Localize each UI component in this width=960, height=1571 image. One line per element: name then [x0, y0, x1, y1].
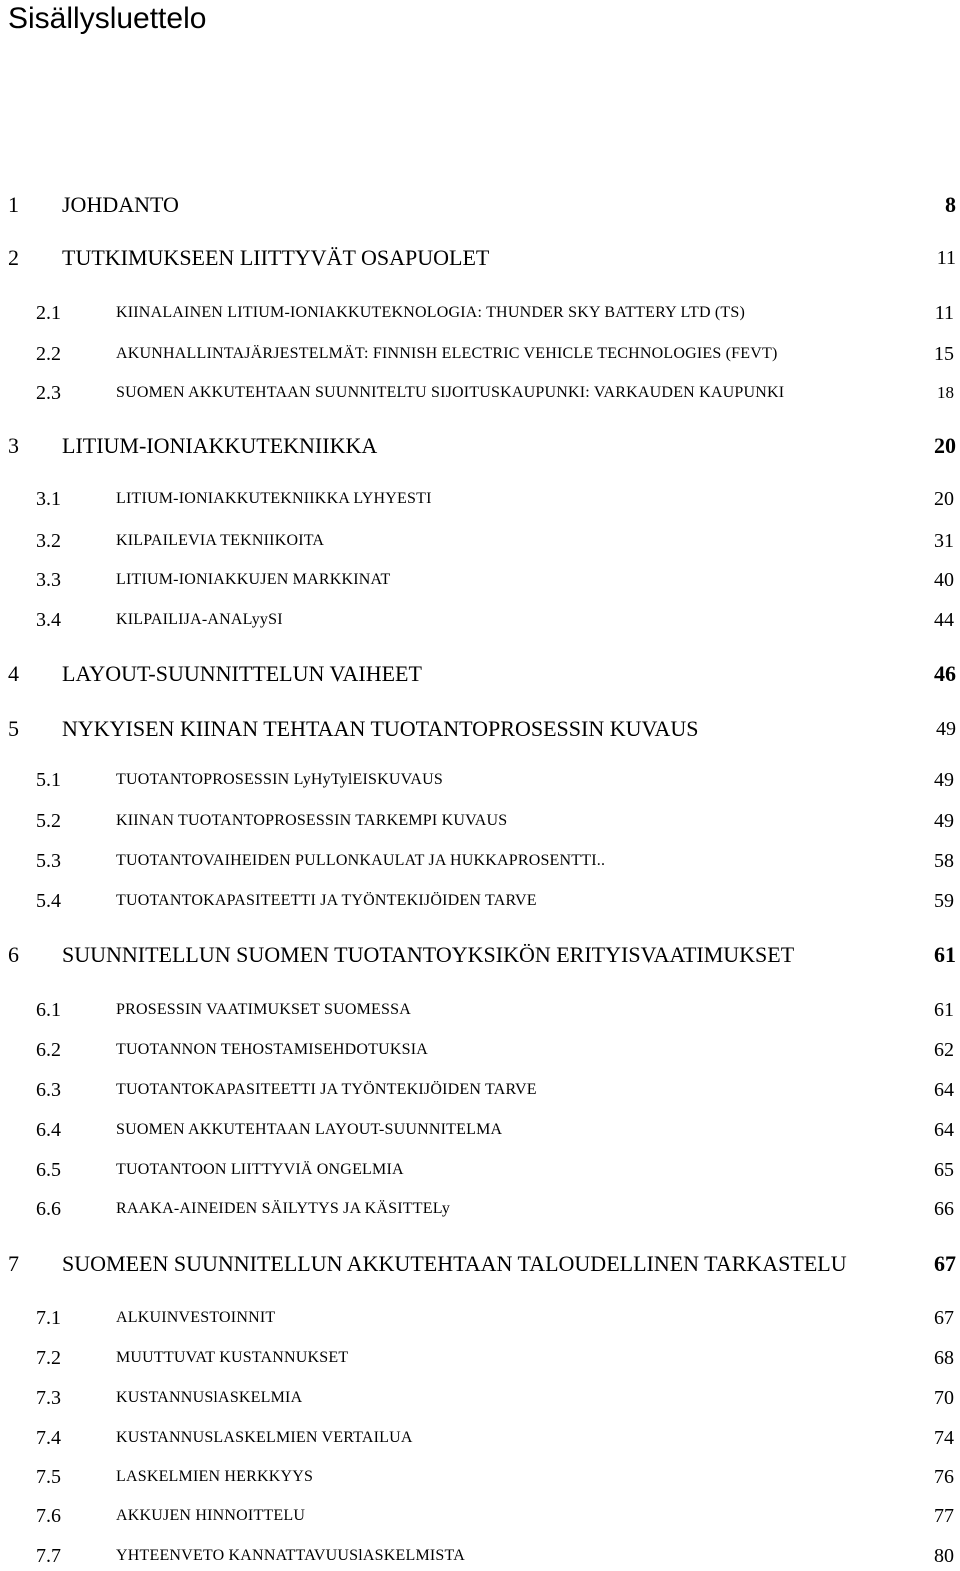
toc-section-2-1[interactable]	[0, 298, 960, 328]
toc-label[interactable]: TUTKIMUKSEEN LIITTYVÄT OSAPUOLET	[62, 245, 490, 270]
toc-page: 66	[934, 1198, 954, 1220]
toc-page: 80	[934, 1545, 954, 1567]
toc-section-7-5[interactable]	[0, 1462, 960, 1492]
toc-section-5-1[interactable]	[0, 765, 960, 795]
toc-label[interactable]: KILPAILEVIA TEKNIIKOITA	[116, 532, 325, 549]
toc-section-7-7[interactable]	[0, 1541, 960, 1571]
toc-number: 2.2	[36, 343, 61, 365]
toc-number: 3.3	[36, 569, 61, 591]
toc-number: 5	[8, 716, 19, 741]
toc-section-3-1[interactable]	[0, 484, 960, 514]
toc-number: 5.3	[36, 850, 61, 872]
toc-page: 67	[934, 1307, 954, 1329]
toc-page: 8	[945, 192, 956, 217]
toc-label[interactable]: TUOTANTOKAPASITEETTI JA TYÖNTEKIJÖIDEN TARVE	[116, 892, 537, 909]
toc-section-6-1[interactable]	[0, 995, 960, 1025]
toc-page: 49	[936, 718, 956, 740]
toc-label[interactable]: AKKUJEN HINNOITTELU	[116, 1507, 306, 1524]
toc-number: 7.7	[36, 1545, 61, 1567]
toc-page: 49	[934, 769, 954, 791]
toc-page: 58	[934, 850, 954, 872]
toc-number: 2.3	[36, 382, 61, 404]
toc-label[interactable]: SUOMEN AKKUTEHTAAN SUUNNITELTU SIJOITUSKAUPUNKI: VARKAUDEN KAUPUNKI	[116, 384, 785, 401]
toc-number: 7	[8, 1251, 19, 1276]
toc-section-3-3[interactable]	[0, 565, 960, 595]
toc-page: 20	[934, 433, 956, 458]
toc-page: 76	[934, 1466, 954, 1488]
toc-number: 3.1	[36, 488, 61, 510]
toc-number: 5.4	[36, 890, 61, 912]
toc-label[interactable]: YHTEENVETO KANNATTAVUUSlASKELMISTA	[116, 1547, 465, 1564]
toc-label[interactable]: ALKUINVESTOINNIT	[116, 1309, 276, 1326]
toc-number: 1	[8, 192, 19, 217]
toc-chapter-1[interactable]	[0, 190, 960, 220]
toc-section-5-4[interactable]	[0, 886, 960, 916]
toc-page: 62	[934, 1039, 954, 1061]
toc-label[interactable]: LITIUM-IONIAKKUJEN MARKKINAT	[116, 571, 391, 588]
toc-label[interactable]: NYKYISEN KIINAN TEHTAAN TUOTANTOPROSESSIN KUVAUS	[62, 716, 699, 741]
toc-label[interactable]: KUSTANNUSLASKELMIEN VERTAILUA	[116, 1429, 413, 1446]
toc-chapter-2[interactable]	[0, 243, 960, 273]
toc-section-7-6[interactable]	[0, 1501, 960, 1531]
toc-number: 2.1	[36, 302, 61, 324]
toc-label[interactable]: MUUTTUVAT KUSTANNUKSET	[116, 1349, 349, 1366]
toc-number: 6	[8, 942, 19, 967]
toc-section-7-1[interactable]	[0, 1303, 960, 1333]
toc-page: 40	[934, 569, 954, 591]
toc-page: 70	[934, 1387, 954, 1409]
toc-label[interactable]: TUOTANTOKAPASITEETTI JA TYÖNTEKIJÖIDEN TARVE	[116, 1081, 537, 1098]
toc-number: 5.1	[36, 769, 61, 791]
toc-page: 46	[934, 661, 956, 686]
toc-page: 67	[934, 1251, 956, 1276]
toc-section-5-3[interactable]	[0, 846, 960, 876]
toc-label[interactable]: KIINAN TUOTANTOPROSESSIN TARKEMPI KUVAUS	[116, 812, 508, 829]
toc-number: 6.6	[36, 1198, 61, 1220]
toc-label[interactable]: SUOMEEN SUUNNITELLUN AKKUTEHTAAN TALOUDELLINEN TARKASTELU	[62, 1251, 847, 1276]
toc-number: 7.3	[36, 1387, 61, 1409]
toc-section-6-5[interactable]	[0, 1155, 960, 1185]
toc-page: 65	[934, 1159, 954, 1181]
toc-label[interactable]: KILPAILIJA-ANALyySI	[116, 611, 283, 628]
toc-number: 7.5	[36, 1466, 61, 1488]
toc-page: 31	[934, 530, 954, 552]
toc-chapter-4[interactable]	[0, 659, 960, 689]
toc-section-6-6[interactable]	[0, 1194, 960, 1224]
page-title: Sisällysluettelo	[8, 2, 207, 35]
toc-number: 6.3	[36, 1079, 61, 1101]
toc-label[interactable]: RAAKA-AINEIDEN SÄILYTYS JA KÄSITTELy	[116, 1200, 451, 1217]
toc-label[interactable]: TUOTANTOON LIITTYVIÄ ONGELMIA	[116, 1161, 404, 1178]
toc-chapter-7[interactable]	[0, 1249, 960, 1279]
toc-page: 77	[934, 1505, 954, 1527]
toc-page: 11	[934, 302, 954, 324]
toc-number: 6.5	[36, 1159, 61, 1181]
toc-number: 7.2	[36, 1347, 61, 1369]
toc-number: 6.1	[36, 999, 61, 1021]
toc-page: 61	[934, 942, 956, 967]
toc-number: 6.2	[36, 1039, 61, 1061]
toc-page: 44	[934, 609, 954, 631]
toc-label[interactable]: AKUNHALLINTAJÄRJESTELMÄT: FINNISH ELECTRIC VEHICLE TECHNOLOGIES (FEVT)	[116, 345, 778, 362]
toc-section-7-4[interactable]	[0, 1423, 960, 1453]
toc-label[interactable]: LAYOUT-SUUNNITTELUN VAIHEET	[62, 661, 422, 686]
toc-page: 61	[934, 999, 954, 1021]
toc-page: 59	[934, 890, 954, 912]
toc-number: 7.4	[36, 1427, 61, 1449]
toc-page: 15	[934, 343, 954, 365]
toc-number: 6.4	[36, 1119, 61, 1141]
toc-page: 20	[934, 488, 954, 510]
toc-section-6-2[interactable]	[0, 1035, 960, 1065]
toc-number: 7.1	[36, 1307, 61, 1329]
toc-chapter-3[interactable]	[0, 431, 960, 461]
toc-label[interactable]: KUSTANNUSlASKELMIA	[116, 1389, 303, 1406]
toc-page: 74	[934, 1427, 954, 1449]
toc-section-6-3[interactable]	[0, 1075, 960, 1105]
toc-section-2-3[interactable]	[0, 378, 960, 408]
toc-label[interactable]: JOHDANTO	[62, 192, 179, 217]
toc-number: 2	[8, 245, 19, 270]
toc-section-7-2[interactable]	[0, 1343, 960, 1373]
toc-chapter-6[interactable]	[0, 940, 960, 970]
toc-page: 64	[934, 1079, 954, 1101]
toc-label[interactable]: LASKELMIEN HERKKYYS	[116, 1468, 314, 1485]
toc-number: 3.2	[36, 530, 61, 552]
toc-label[interactable]: TUOTANTOPROSESSIN LyHyTylEISKUVAUS	[116, 771, 443, 788]
toc-number: 5.2	[36, 810, 61, 832]
toc-label[interactable]: TUOTANTOVAIHEIDEN PULLONKAULAT JA HUKKAPROSENTTI..	[116, 852, 606, 869]
toc-label[interactable]: SUOMEN AKKUTEHTAAN LAYOUT-SUUNNITELMA	[116, 1121, 503, 1138]
toc-label[interactable]: KIINALAINEN LITIUM-IONIAKKUTEKNOLOGIA: THUNDER SKY BATTERY LTD (TS)	[116, 304, 746, 321]
toc-section-5-2[interactable]	[0, 806, 960, 836]
toc-page: 64	[934, 1119, 954, 1141]
toc-section-6-4[interactable]	[0, 1115, 960, 1145]
toc-number: 3.4	[36, 609, 61, 631]
toc-page: 68	[934, 1347, 954, 1369]
toc-label[interactable]: LITIUM-IONIAKKUTEKNIIKKA	[62, 433, 378, 458]
toc-chapter-5[interactable]	[0, 714, 960, 744]
toc-label[interactable]: SUUNNITELLUN SUOMEN TUOTANTOYKSIKÖN ERITYISVAATIMUKSET	[62, 942, 795, 967]
toc-page: 11	[936, 247, 956, 269]
toc-number: 7.6	[36, 1505, 61, 1527]
toc-number: 4	[8, 661, 19, 686]
toc-page: 49	[934, 810, 954, 832]
toc-section-3-2[interactable]	[0, 526, 960, 556]
toc-label[interactable]: TUOTANNON TEHOSTAMISEHDOTUKSIA	[116, 1041, 429, 1058]
toc-number: 3	[8, 433, 19, 458]
toc-section-2-2[interactable]	[0, 339, 960, 369]
toc-section-3-4[interactable]	[0, 605, 960, 635]
toc-section-7-3[interactable]	[0, 1383, 960, 1413]
toc-label[interactable]: PROSESSIN VAATIMUKSET SUOMESSA	[116, 1001, 411, 1018]
toc-page: 18	[937, 383, 954, 402]
toc-label[interactable]: LITIUM-IONIAKKUTEKNIIKKA LYHYESTI	[116, 490, 432, 507]
